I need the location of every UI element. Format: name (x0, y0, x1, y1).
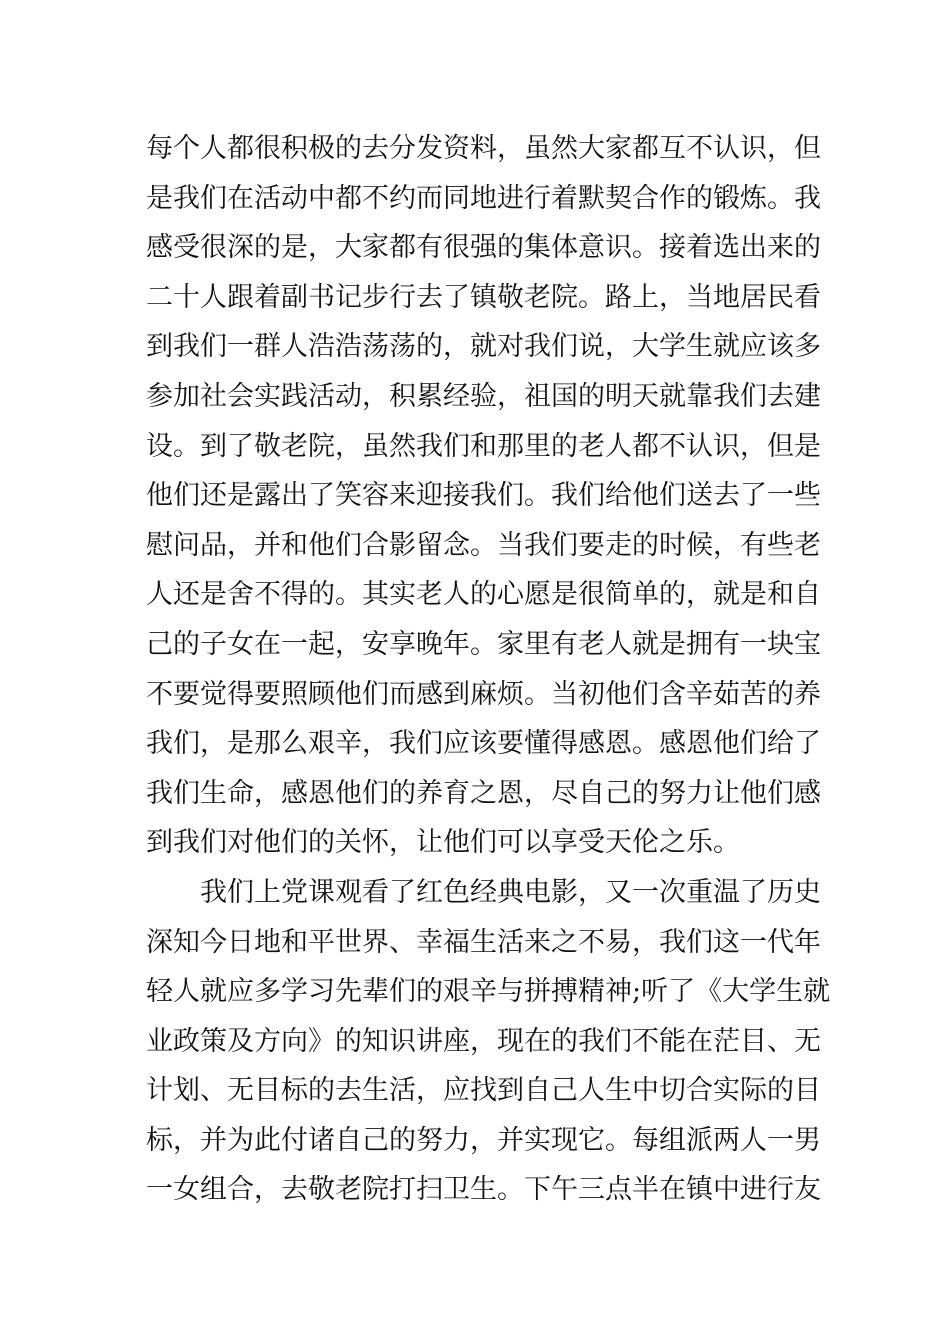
text-line: 人还是舍不得的。其实老人的心愿是很简单的，就是和自 (146, 579, 821, 611)
text-line: 是我们在活动中都不约而同地进行着默契合作的锻炼。我 (146, 182, 821, 214)
text-line: 轻人就应多学习先辈们的艰辛与拼搏精神;听了《大学生就 (146, 976, 831, 1008)
text-line: 业政策及方向》的知识讲座，现在的我们不能在茫目、无 (146, 1025, 821, 1057)
text-line: 标，并为此付诸自己的努力，并实现它。每组派两人一男 (146, 1124, 821, 1156)
text-line: 我们生命，感恩他们的养育之恩，尽自己的努力让他们感 (146, 777, 821, 809)
text-line: 己的子女在一起，安享晚年。家里有老人就是拥有一块宝 (146, 628, 821, 660)
text-line: 二十人跟着副书记步行去了镇敬老院。路上，当地居民看 (146, 281, 821, 313)
text-line: 到我们对他们的关怀，让他们可以享受天伦之乐。 (146, 827, 740, 859)
text-line: 一女组合，去敬老院打扫卫生。下午三点半在镇中进行友 (146, 1174, 821, 1206)
paragraph-start-line: 我们上党课观看了红色经典电影，又一次重温了历史 (200, 876, 821, 908)
text-line: 到我们一群人浩浩荡荡的，就对我们说，大学生就应该多 (146, 331, 821, 363)
body-text (146, 124, 831, 1215)
text-line: 他们还是露出了笑容来迎接我们。我们给他们送去了一些 (146, 480, 821, 512)
text-line: 每个人都很积极的去分发资料，虽然大家都互不认识，但 (146, 133, 821, 164)
text-line: 设。到了敬老院，虽然我们和那里的老人都不认识，但是 (146, 430, 821, 462)
text-line: 不要觉得要照顾他们而感到麻烦。当初他们含辛茹苦的养 (146, 678, 821, 710)
text-line: 慰问品，并和他们合影留念。当我们要走的时候，有些老 (146, 529, 821, 561)
text-line: 计划、无目标的去生活，应找到自己人生中切合实际的目 (146, 1075, 821, 1107)
text-line: 我们，是那么艰辛，我们应该要懂得感恩。感恩他们给了 (146, 728, 821, 760)
text-line: 深知今日地和平世界、幸福生活来之不易，我们这一代年 (146, 926, 821, 958)
text-line: 感受很深的是，大家都有很强的集体意识。接着选出来的 (146, 232, 821, 264)
text-line: 参加社会实践活动，积累经验，祖国的明天就靠我们去建 (146, 380, 821, 412)
